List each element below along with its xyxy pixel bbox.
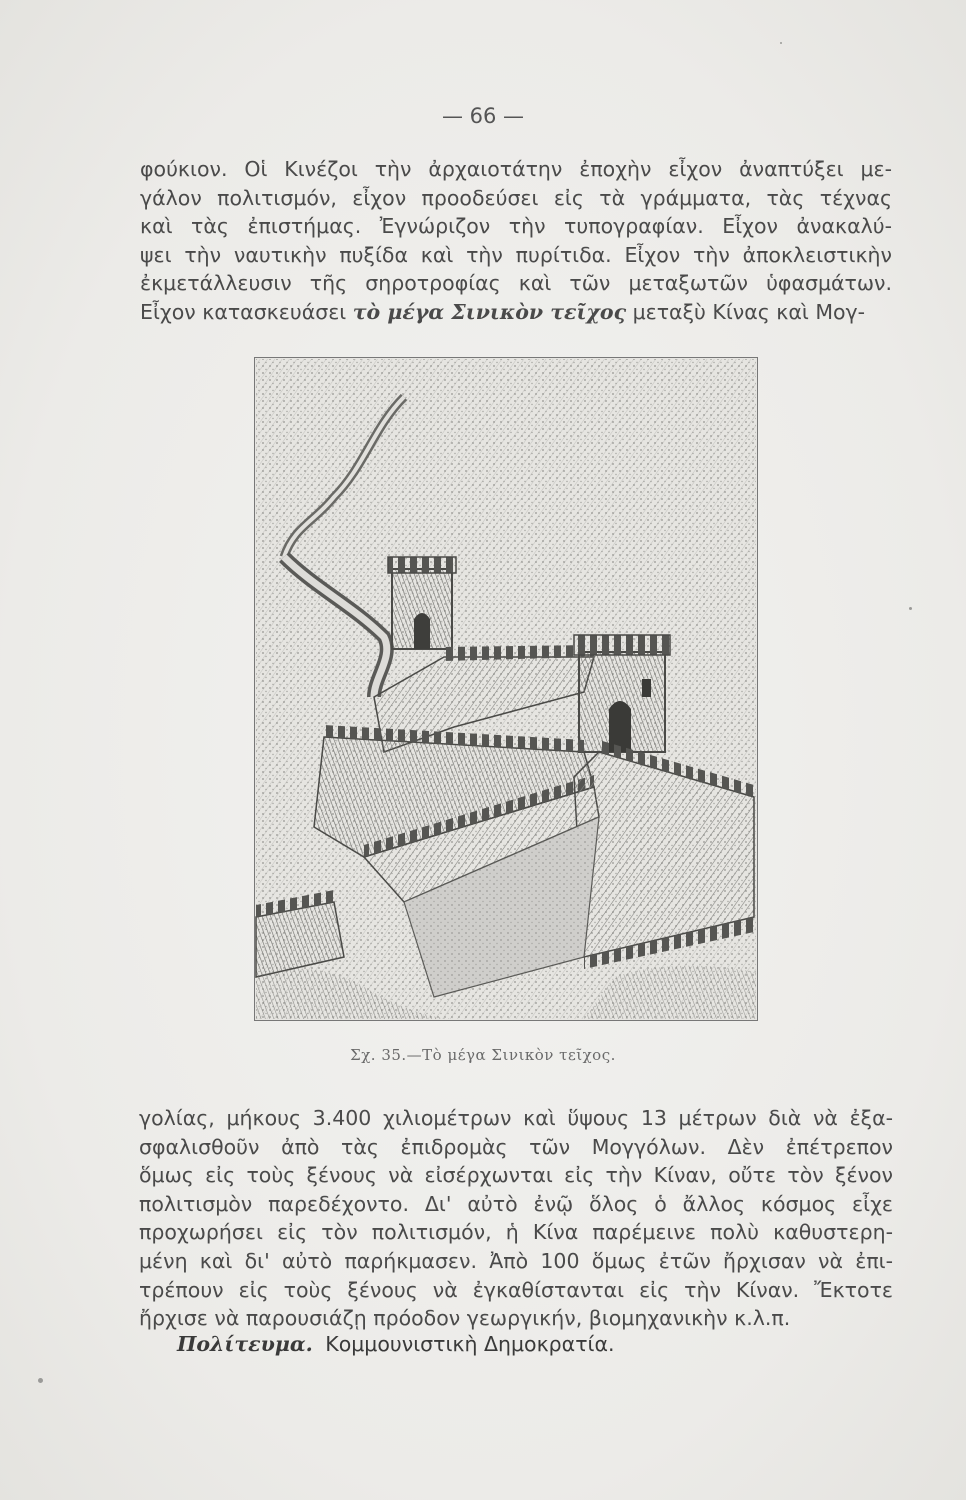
figure-caption: Σχ. 35.—Τὸ μέγα Σινικὸν τεῖχος.	[350, 1046, 616, 1064]
text-line: ἐκμετάλλευσιν τῆς σηροτροφίας καὶ τῶν μεταξωτῶν ὑφασμάτων.	[140, 271, 892, 296]
text-line: πολιτισμὸν παρεδέχοντο. Δι' αὐτὸ ἐνῷ ὅλος ὁ ἄλλος κόσμος εἶχε	[139, 1191, 893, 1216]
text-line: ψει τὴν ναυτικὴν πυξίδα καὶ τὴν πυρίτιδα. Εἶχον τὴν ἀποκλειστικὴν	[140, 242, 892, 267]
ink-speck	[780, 42, 782, 44]
great-wall-illustration	[254, 357, 758, 1021]
text-line: καὶ τὰς ἐπιστήμας. Ἐγνώριζον τὴν τυπογραφίαν. Εἶχον ἀνακαλύ-	[140, 214, 892, 239]
text-line: φούκιον. Οἱ Κινέζοι τὴν ἀρχαιοτάτην ἐποχὴν εἶχον ἀναπτύξει με-	[140, 157, 892, 181]
text-line: προχωρήσει εἰς τὸν πολιτισμόν, ἡ Κίνα παρέμεινε πολὺ καθυστερη-	[139, 1220, 893, 1245]
text-line: γολίας, μήκους 3.400 χιλιομέτρων καὶ ὕψους 13 μέτρων διὰ νὰ ἐξα-	[139, 1106, 893, 1130]
emphasized-title: τὸ μέγα Σινικὸν τεῖχος	[352, 299, 627, 324]
text-line: μένη καὶ δι' αὐτὸ παρήκμασεν. Ἀπὸ 100 ὅμως ἐτῶν ἤρχισαν νὰ ἐπι-	[139, 1248, 893, 1273]
section-text: Κομμουνιστικὴ Δημοκρατία.	[325, 1332, 615, 1356]
text-segment: Εἶχον κατασκευάσει	[140, 299, 347, 324]
text-line: γάλον πολιτισμόν, εἶχον προοδεύσει εἰς τὰ γράμματα, τὰς τέχνας	[140, 185, 892, 210]
text-line: ὅμως εἰς τοὺς ξένους νὰ εἰσέρχωνται εἰς τὴν Κίναν, οὔτε τὸν ξένον	[139, 1163, 893, 1188]
section-heading: Πολίτευμα.	[177, 1332, 313, 1356]
text-line: τρέπουν εἰς τοὺς ξένους νὰ ἐγκαθίστανται εἰς τὴν Κίναν. Ἔκτοτε	[139, 1277, 893, 1302]
text-line-mixed	[140, 298, 892, 327]
bottom-paragraph	[139, 1104, 893, 1333]
text-line: ἤρχισε νὰ παρουσιάζῃ πρόοδον γεωργικήν, βιομηχανικὴν κ.λ.π.	[139, 1306, 791, 1331]
ink-speck	[38, 1378, 43, 1383]
text-segment: μεταξὺ Κίνας καὶ Μογ-	[632, 299, 866, 324]
government-line	[177, 1332, 615, 1356]
page-number: — 66 —	[441, 104, 525, 128]
text-line: σφαλισθοῦν ἀπὸ τὰς ἐπιδρομὰς τῶν Μογγόλων. Δὲν ἐπέτρεπον	[139, 1134, 893, 1159]
ink-speck	[909, 607, 912, 610]
top-paragraph	[140, 155, 892, 327]
